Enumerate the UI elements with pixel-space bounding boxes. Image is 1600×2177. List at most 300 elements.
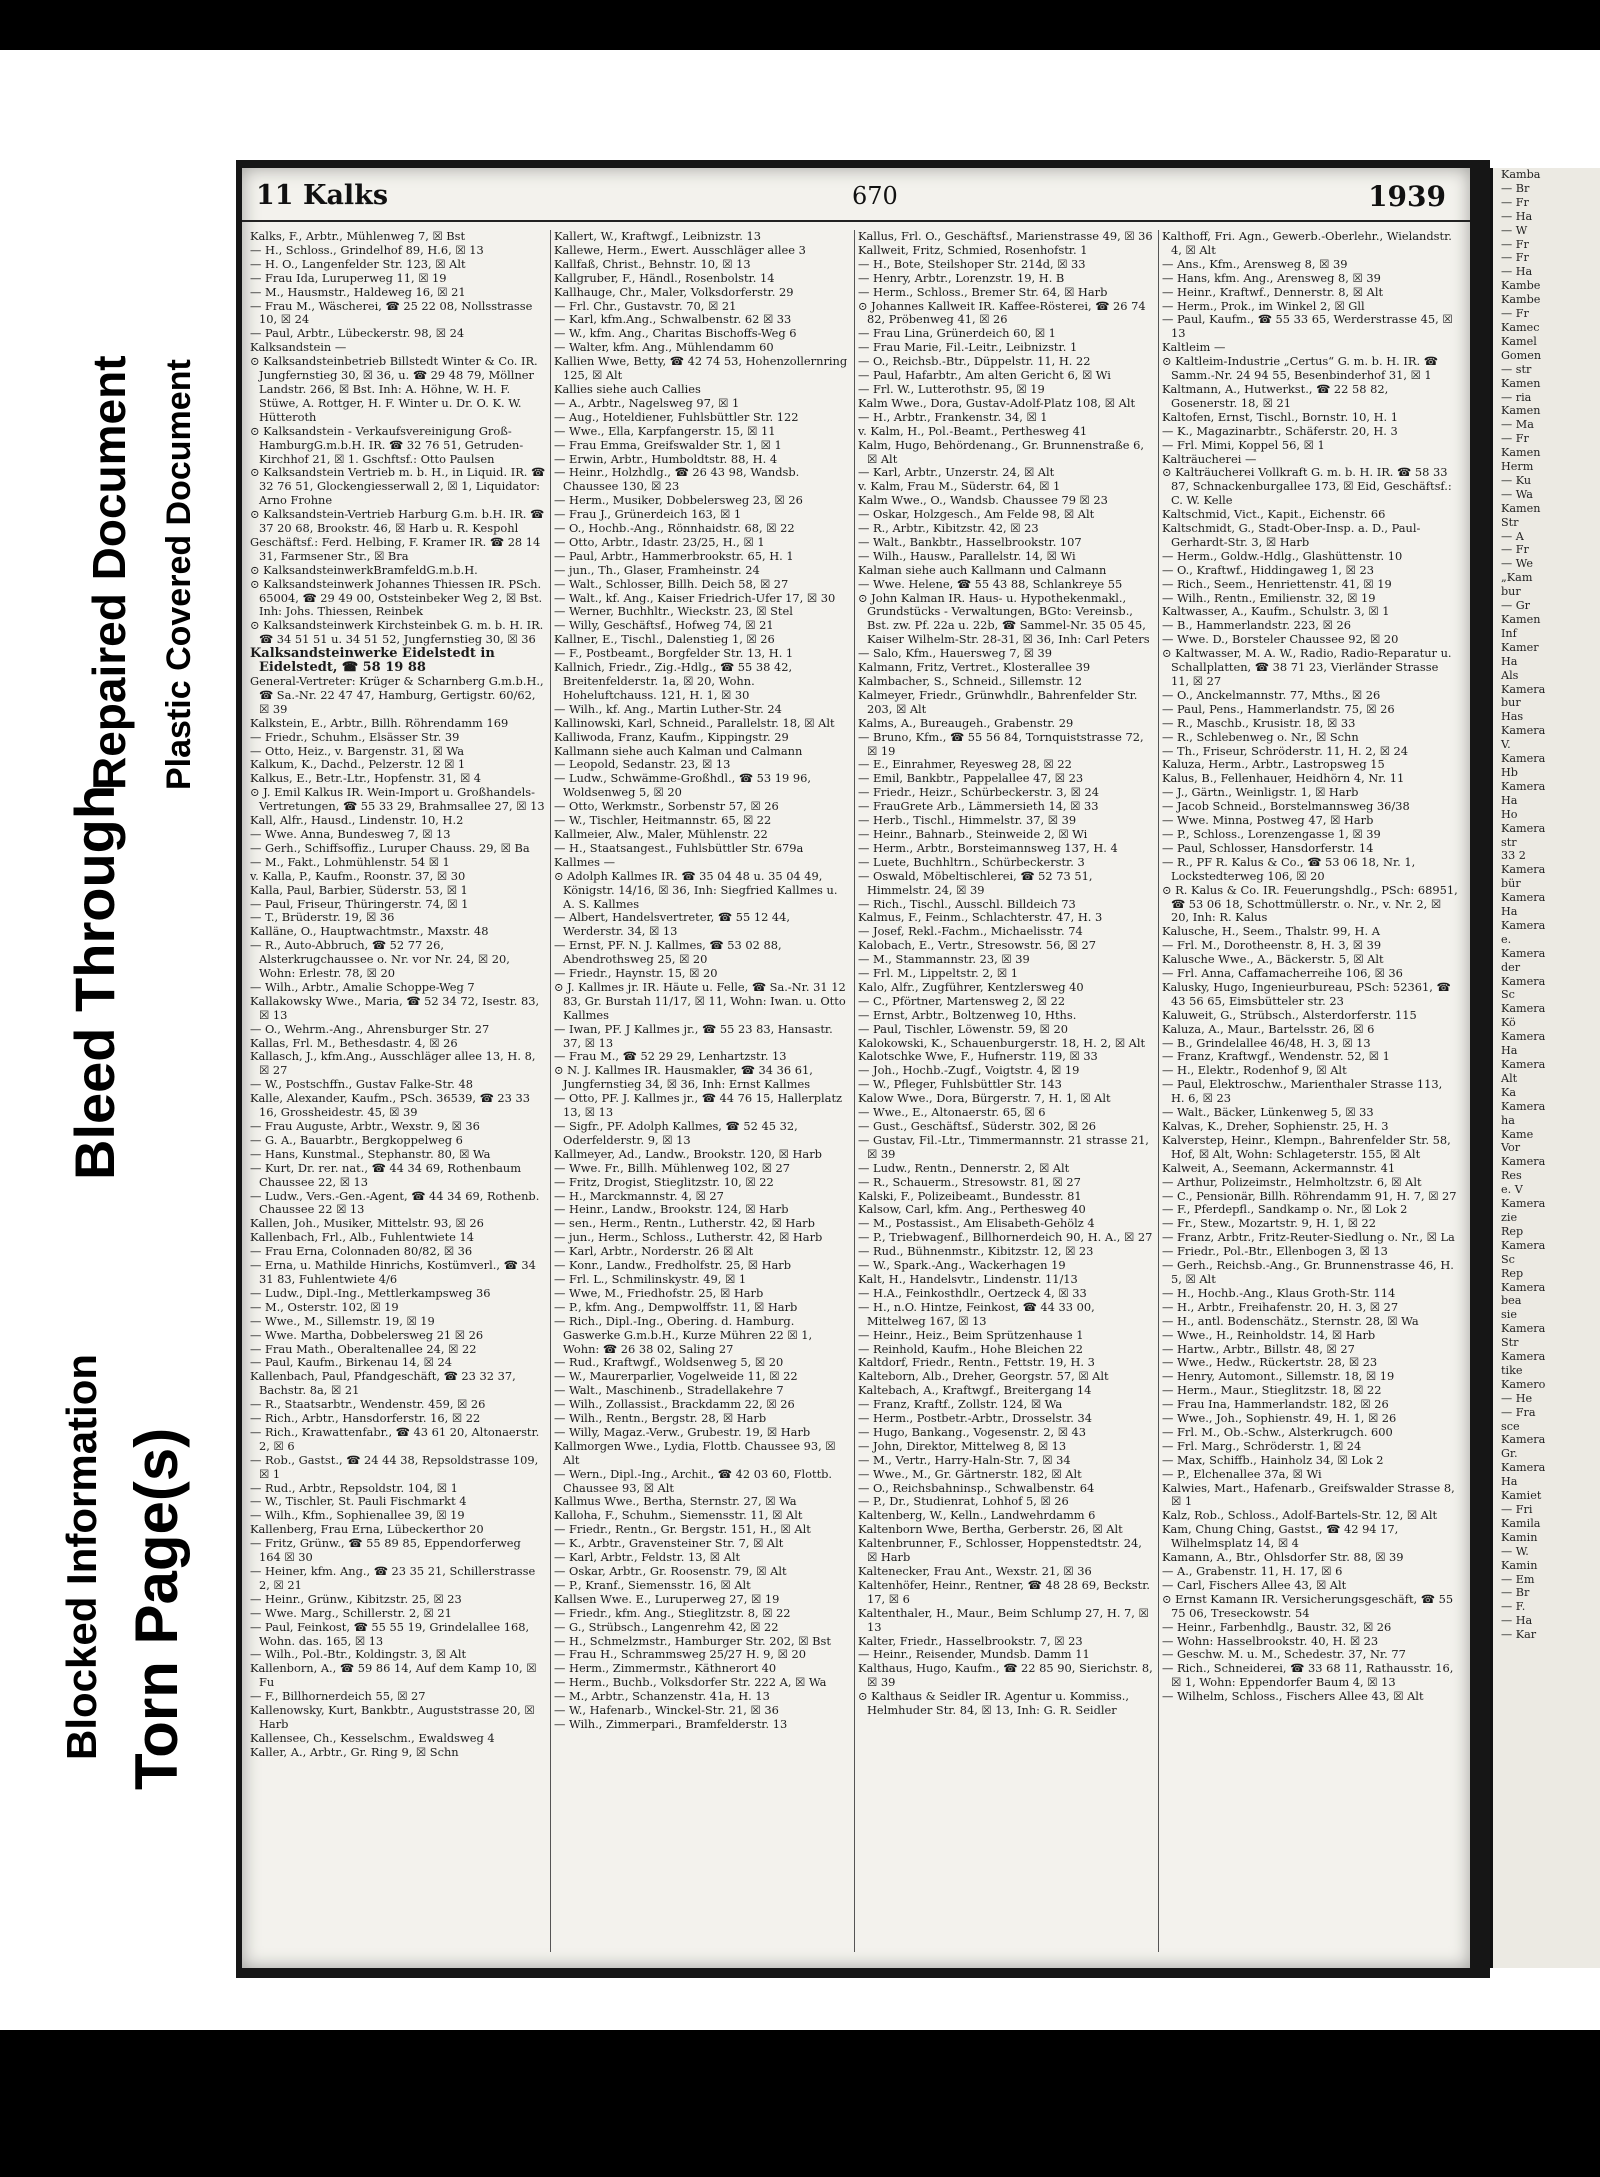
adjacent-page-line: Kamen xyxy=(1501,501,1541,515)
column-4 xyxy=(1162,230,1458,1952)
directory-entry: — Karl, Arbtr., Feldstr. 13, ☒ Alt xyxy=(554,1550,741,1565)
directory-entry: — Wwe., Ella, Karpfangerstr. 15, ☒ 11 xyxy=(554,423,776,438)
adjacent-page-line: Kamera xyxy=(1501,1030,1546,1044)
adjacent-page-line: Kamera xyxy=(1501,891,1546,905)
directory-entry: — Otto, Werkmstr., Sorbenstr 57, ☒ 26 xyxy=(554,799,779,814)
directory-entry: Kallas, Frl. M., Bethesdastr. 4, ☒ 26 xyxy=(250,1035,458,1050)
directory-entry: — Reinhold, Kaufm., Hohe Bleichen 22 xyxy=(858,1341,1083,1356)
directory-entry: — Frau Marie, Fil.-Leitr., Leibnizstr. 1 xyxy=(858,340,1078,355)
adjacent-page-line: — Em xyxy=(1501,1572,1535,1586)
directory-entry: Kallhauge, Chr., Maler, Volksdorferstr. 29 xyxy=(554,284,794,299)
directory-entry: Kallnich, Friedr., Zig.-Hdlg., ☎ 55 38 42, Breitenfelderstr. 1a, ☒ 20, Wohn. Hoheluftchauss. 121, H. 1, ☒ 30 xyxy=(554,660,793,702)
adjacent-page-line: Kamera xyxy=(1501,918,1546,932)
page-number: 670 xyxy=(852,182,898,210)
directory-entry: — R., Auto-Abbruch, ☎ 52 77 26, Alsterkrugchaussee o. Nr. vor Nr. 24, ☒ 20, Wohn: Erlestr. 78, ☒ 20 xyxy=(250,938,510,981)
adjacent-page-line: Ha xyxy=(1501,1475,1518,1489)
directory-entry: — Kurt, Dr. rer. nat., ☎ 44 34 69, Rothenbaum Chaussee 22, ☒ 13 xyxy=(250,1160,522,1189)
directory-entry: Kaluweit, G., Strübsch., Alsterdorferstr. 115 xyxy=(1162,1007,1417,1022)
scan-border-bottom xyxy=(0,2030,1600,2177)
directory-entry: — Paul, Tischler, Löwenstr. 59, ☒ 20 xyxy=(858,1021,1068,1036)
directory-entry: — K., Arbtr., Gravensteiner Str. 7, ☒ Alt xyxy=(554,1536,784,1551)
directory-entry: — W., Tischler, Heitmannstr. 65, ☒ 22 xyxy=(554,813,772,828)
directory-entry: — Heinr., Farbenhdlg., Baustr. 32, ☒ 26 xyxy=(1162,1619,1392,1634)
directory-entry: — Wwe. Helene, ☎ 55 43 88, Schlankreye 55 xyxy=(858,576,1123,591)
directory-entry: — M., Fakt., Lohmühlenstr. 54 ☒ 1 xyxy=(250,854,450,869)
adjacent-page-line: sce xyxy=(1501,1419,1520,1433)
label-repaired-document: Repaired Document xyxy=(83,355,135,790)
adjacent-page-line: Kamera xyxy=(1501,1197,1546,1211)
directory-entry: — C., Pensionär, Billh. Röhrendamm 91, H. 7, ☒ 27 xyxy=(1162,1188,1457,1203)
adjacent-page-line: bur xyxy=(1501,696,1521,710)
adjacent-page-line: — Fr xyxy=(1501,237,1529,251)
directory-entry: ⊙ Kalthaus & Seidler IR. Agentur u. Kommiss., Helmhuder Str. 84, ☒ 13, Inh: G. R. Seidler xyxy=(858,1689,1130,1718)
directory-entry: — Frau Erna, Colonnaden 80/82, ☒ 36 xyxy=(250,1244,473,1259)
directory-entry: — sen., Herm., Rentn., Lutherstr. 42, ☒ Harb xyxy=(554,1216,815,1231)
directory-entry: Kalski, F., Polizeibeamt., Bundesstr. 81 xyxy=(858,1188,1082,1203)
directory-entry: Kaltschmid, Vict., Kapit., Eichenstr. 66 xyxy=(1162,507,1386,522)
adjacent-page-line: Kamera xyxy=(1501,974,1546,988)
directory-entry: — Wwe., M., Gr. Gärtnerstr. 182, ☒ Alt xyxy=(858,1466,1082,1481)
running-head: 11 Kalks xyxy=(256,180,389,211)
directory-entry: — P., Elchenallee 37a, ☒ Wi xyxy=(1162,1466,1322,1481)
directory-entry: Kalks, F., Arbtr., Mühlenweg 7, ☒ Bst xyxy=(250,230,466,243)
directory-entry: — C., Pförtner, Martensweg 2, ☒ 22 xyxy=(858,993,1066,1008)
directory-entry: — O., Kraftwf., Hiddingaweg 1, ☒ 23 xyxy=(1162,562,1374,577)
directory-entry: — Th., Friseur, Schröderstr. 11, H. 2, ☒ 24 xyxy=(1162,743,1409,758)
directory-entry: — P., Triebwagenf., Billhornerdeich 90, H. A., ☒ 27 xyxy=(858,1230,1153,1245)
directory-entry: Kallenberg, Frau Erna, Lübeckerthor 20 xyxy=(250,1522,484,1537)
directory-entry: — H. O., Langenfelder Str. 123, ☒ Alt xyxy=(250,256,466,271)
directory-entry: — W., Pfleger, Fuhlsbüttler Str. 143 xyxy=(858,1077,1062,1092)
directory-entry: Kallner, E., Tischl., Dalenstieg 1, ☒ 26 xyxy=(554,632,775,647)
directory-entry: — Ernst, Arbtr., Boltzenweg 10, Hths. xyxy=(858,1007,1077,1022)
directory-entry: — Rich., Tischl., Ausschl. Billdeich 73 xyxy=(858,896,1076,911)
directory-entry: — Paul, Schlosser, Hansdorferstr. 14 xyxy=(1162,840,1374,855)
directory-entry: Kalmann, Fritz, Vertret., Klosterallee 39 xyxy=(858,660,1091,675)
adjacent-page-line: Kamera xyxy=(1501,1155,1546,1169)
directory-entry: Kallien Wwe, Betty, ☎ 42 74 53, Hohenzollernring 125, ☒ Alt xyxy=(554,354,848,383)
directory-entry: — Otto, PF. J. Kallmes jr., ☎ 44 76 15, Hallerplatz 13, ☒ 13 xyxy=(554,1091,843,1120)
adjacent-page-line: der xyxy=(1501,960,1521,974)
directory-entry: — Wwe. Anna, Bundesweg 7, ☒ 13 xyxy=(250,826,451,841)
directory-entry: — Frau Lina, Grünerdeich 60, ☒ 1 xyxy=(858,326,1056,341)
directory-entry: — M., Hausmstr., Haldeweg 16, ☒ 21 xyxy=(250,284,466,299)
directory-entry: — Wwe., H., Reinholdstr. 14, ☒ Harb xyxy=(1162,1327,1376,1342)
directory-entry: Kalsow, Carl, kfm. Ang., Perthesweg 40 xyxy=(858,1202,1086,1217)
directory-entry: — Frau Ina, Hammerlandstr. 182, ☒ 26 xyxy=(1162,1397,1389,1412)
directory-entry: — Heinr., Bahnarb., Steinweide 2, ☒ Wi xyxy=(858,826,1088,841)
adjacent-page-line: Kamera xyxy=(1501,779,1546,793)
directory-entry: Kalloha, F., Schuhm., Siemensstr. 11, ☒ Alt xyxy=(554,1508,803,1523)
adjacent-page-line: Kö xyxy=(1501,1016,1516,1030)
directory-entry: — Karl, kfm.Ang., Schwalbenstr. 62 ☒ 33 xyxy=(554,312,792,327)
directory-entry: Kallmeier, Alw., Maler, Mühlenstr. 22 xyxy=(554,826,768,841)
directory-entry: — M., Vertr., Harry-Haln-Str. 7, ☒ 34 xyxy=(858,1452,1071,1467)
directory-entry: — O., Wehrm.-Ang., Ahrensburger Str. 27 xyxy=(250,1021,490,1036)
directory-entry: — Rich., Krawattenfabr., ☎ 43 61 20, Altonaerstr. 2, ☒ 6 xyxy=(250,1424,540,1453)
adjacent-page-line: Sc xyxy=(1501,1252,1515,1266)
directory-entry: — Rob., Gastst., ☎ 24 44 38, Repsoldstrasse 109, ☒ 1 xyxy=(250,1452,539,1481)
directory-entry: ⊙ Kalksandstein-Vertrieb Harburg G.m. b.H. IR. ☎ 37 20 68, Brookstr. 46, ☒ Harb u. R. Kespohl xyxy=(250,507,545,536)
directory-entry: — Friedr., Pol.-Btr., Ellenbogen 3, ☒ 13 xyxy=(1162,1244,1388,1259)
directory-entry: — A., Arbtr., Nagelsweg 97, ☒ 1 xyxy=(554,395,740,410)
directory-entry: — Heiner, kfm. Ang., ☎ 23 35 21, Schillerstrasse 2, ☒ 21 xyxy=(250,1564,536,1592)
directory-entry: — Gustav, Fil.-Ltr., Timmermannstr. 21 strasse 21, ☒ 39 xyxy=(858,1132,1149,1161)
directory-entry: — J., Gärtn., Weinligstr. 1, ☒ Harb xyxy=(1162,785,1359,800)
directory-entry: ⊙ R. Kalus & Co. IR. Feuerungshdlg., PSch: 68951, ☎ 53 06 18, Schottmüllerstr. o. Nr., v. Nr. 2, ☒ 20, Inh: R. Kalus xyxy=(1162,882,1458,925)
adjacent-page-line: ha xyxy=(1501,1113,1515,1127)
directory-entry: — Oskar, Arbtr., Gr. Roosenstr. 79, ☒ Alt xyxy=(554,1564,787,1578)
adjacent-page-line: Kamera xyxy=(1501,1002,1546,1016)
directory-entry: — P., kfm. Ang., Dempwolffstr. 11, ☒ Harb xyxy=(554,1299,798,1314)
adjacent-page-line: Kamera xyxy=(1501,1238,1546,1252)
directory-entry: Kallus, Frl. O., Geschäftsf., Marienstrasse 49, ☒ 36 xyxy=(858,230,1153,243)
directory-entry: ⊙ J. Emil Kalkus IR. Wein-Import u. Großhandels-Vertretungen, ☎ 55 33 29, Brahmsallee 27, ☒ 13 xyxy=(250,785,545,814)
directory-entry: — Luete, Buchhltrn., Schürbeckerstr. 3 xyxy=(858,854,1085,869)
directory-entry: ⊙ Ernst Kamann IR. Versicherungsgeschäft, ☎ 55 75 06, Treseckowstr. 54 xyxy=(1162,1591,1454,1620)
directory-entry: — H., Schloss., Grindelhof 89, H.6, ☒ 13 xyxy=(250,242,484,257)
directory-entry: Kallewe, Herm., Ewert. Ausschläger allee 3 xyxy=(554,242,806,257)
directory-entry: — H.A., Feinkosthdlr., Oertzeck 4, ☒ 33 xyxy=(858,1285,1087,1300)
adjacent-page-line: Kamera xyxy=(1501,724,1546,738)
adjacent-page-line: Kamera xyxy=(1501,863,1546,877)
directory-entry: — Werner, Buchhltr., Wieckstr. 23, ☒ Stel xyxy=(554,604,793,619)
directory-entry: ⊙ J. Kallmes jr. IR. Häute u. Felle, ☎ Sa.-Nr. 31 12 83, Gr. Burstah 11/17, ☒ 11, Wohn: Iwan. u. Otto Kallmes xyxy=(554,979,846,1022)
directory-entry: — K., Magazinarbtr., Schäferstr. 20, H. 3 xyxy=(1162,423,1398,438)
directory-entry: Kaltenberg, W., Kelln., Landwehrdamm 6 xyxy=(858,1508,1096,1523)
directory-entry: — Salo, Kfm., Hauersweg 7, ☒ 39 xyxy=(858,646,1053,661)
directory-entry: — Heinr., Kraftwf., Dennerstr. 8, ☒ Alt xyxy=(1162,284,1384,299)
directory-entry: — Rich., Dipl.-Ing., Obering. d. Hamburg. Gaswerke G.m.b.H., Kurze Mühren 22 ☒ 1, Wohn: ☎ 26 38 02, Saling 27 xyxy=(554,1313,813,1356)
adjacent-page-line: — We xyxy=(1501,557,1533,571)
directory-entry: — Leopold, Sedanstr. 23, ☒ 13 xyxy=(554,757,731,772)
directory-entry: — Fritz, Drogist, Stieglitzstr. 10, ☒ 22 xyxy=(554,1174,774,1189)
directory-entry: — Albert, Handelsvertreter, ☎ 55 12 44, Werderstr. 34, ☒ 13 xyxy=(554,910,791,939)
directory-entry: — Wilh., Zimmerpari., Bramfelderstr. 13 xyxy=(554,1716,788,1731)
directory-entry: — Paul, Friseur, Thüringerstr. 74, ☒ 1 xyxy=(250,896,469,911)
directory-entry: — Walt., Schlosser, Billh. Deich 58, ☒ 27 xyxy=(554,576,789,591)
directory-entry: Kallenbach, Frl., Alb., Fuhlentwiete 14 xyxy=(250,1230,475,1245)
adjacent-page-line: Ka xyxy=(1501,1085,1517,1099)
directory-entry: Kallenborn, A., ☎ 59 86 14, Auf dem Kamp 10, ☒ Fu xyxy=(250,1661,537,1690)
directory-entry: — M., Stammannstr. 23, ☒ 39 xyxy=(858,952,1030,967)
adjacent-page-line: Kambe xyxy=(1501,279,1541,293)
directory-entry: Kalotschke Wwe, F., Hufnerstr. 119, ☒ 33 xyxy=(858,1049,1098,1064)
directory-entry: Kallen, Joh., Musiker, Mittelstr. 93, ☒ 26 xyxy=(250,1216,484,1231)
directory-entry: — Paul, Arbtr., Lübeckerstr. 98, ☒ 24 xyxy=(250,326,465,341)
directory-entry: — Frau Auguste, Arbtr., Wexstr. 9, ☒ 36 xyxy=(250,1119,480,1133)
directory-entry: — Herm., Musiker, Dobbelersweg 23, ☒ 26 xyxy=(554,493,803,508)
directory-entry: — Rich., Seem., Henriettenstr. 41, ☒ 19 xyxy=(1162,576,1392,591)
directory-entry: — Heinr., Grünw., Kibitzstr. 25, ☒ 23 xyxy=(250,1591,462,1606)
directory-entry: — O., Reichsb.-Btr., Düppelstr. 11, H. 22 xyxy=(858,354,1091,369)
directory-entry: Kaluza, A., Maur., Bartelsstr. 26, ☒ 6 xyxy=(1162,1021,1375,1036)
directory-entry: Kallasch, J., kfm.Ang., Ausschläger allee 13, H. 8, ☒ 27 xyxy=(250,1049,536,1078)
directory-entry: — Friedr., Schuhm., Elsässer Str. 39 xyxy=(250,729,460,744)
directory-entry: Kallenbach, Paul, Pfandgeschäft, ☎ 23 32 37, Bachstr. 8a, ☒ 21 xyxy=(250,1369,516,1398)
adjacent-page-line: Kamera xyxy=(1501,752,1546,766)
directory-entry: — Walter, kfm. Ang., Mühlendamm 60 xyxy=(554,340,774,355)
adjacent-page-line: — Fr xyxy=(1501,251,1529,265)
adjacent-page-line: Kamen xyxy=(1501,404,1541,418)
directory-entry: — Henry, Automont., Sillemstr. 18, ☒ 19 xyxy=(1162,1369,1395,1384)
scan-border-top xyxy=(0,0,1600,50)
directory-entry: — Konr., Landw., Fredholfstr. 25, ☒ Harb xyxy=(554,1258,792,1273)
directory-entry: Kalobach, E., Vertr., Stresowstr. 56, ☒ 27 xyxy=(858,938,1096,953)
directory-entry: Kall, Alfr., Hausd., Lindenstr. 10, H.2 xyxy=(250,813,464,828)
adjacent-page-line: Str xyxy=(1501,1336,1519,1350)
directory-entry: Kalo, Alfr., Zugführer, Kentzlersweg 40 xyxy=(858,979,1084,994)
adjacent-page-line: Sc xyxy=(1501,988,1515,1002)
directory-entry: — Hartw., Arbtr., Billstr. 48, ☒ 27 xyxy=(1162,1341,1355,1356)
directory-entry: — A., Grabenstr. 11, H. 17, ☒ 6 xyxy=(1162,1564,1343,1578)
directory-entry: Kalle, Alexander, Kaufm., PSch. 36539, ☎ 23 33 16, Grossheidestr. 45, ☒ 39 xyxy=(250,1091,531,1120)
adjacent-page-line: Has xyxy=(1501,710,1524,724)
adjacent-page-line: — Ku xyxy=(1501,473,1532,487)
directory-entry: Kalmeyer, Friedr., Grünwhdlr., Bahrenfelder Str. 203, ☒ Alt xyxy=(858,687,1138,716)
adjacent-page-line: — Wa xyxy=(1501,487,1533,501)
directory-entry: Kaltenhöfer, Heinr., Rentner, ☎ 48 28 69, Beckstr. 17, ☒ 6 xyxy=(858,1577,1151,1606)
directory-entry: — FrauGrete Arb., Lämmersieth 14, ☒ 33 xyxy=(858,799,1099,814)
directory-entry: — W., Hafenarb., Winckel-Str. 21, ☒ 36 xyxy=(554,1703,779,1718)
directory-entry: — Otto, Arbtr., Idastr. 23/25, H., ☒ 1 xyxy=(554,534,765,549)
directory-entry: — Sigfr., PF. Adolph Kallmes, ☎ 52 45 32, Oderfelderstr. 9, ☒ 13 xyxy=(554,1119,798,1147)
directory-entry: Kaltschmidt, G., Stadt-Ober-Insp. a. D., Paul-Gerhardt-Str. 3, ☒ Harb xyxy=(1162,521,1421,549)
adjacent-page-line: Kamec xyxy=(1501,320,1540,334)
directory-entry: ⊙ Kalksandsteinbetrieb Billstedt Winter & Co. IR. Jungfernstieg 30, ☒ 36, u. ☎ 29 48 79, Möllner Landstr. 266, ☒ Bst. Inh: A. Höhne, W. H. F. Stüwe, A. Rottger, H. F. Winter u. Dr. O. K. W. Hütteroth xyxy=(250,354,538,424)
adjacent-page-line: Ho xyxy=(1501,807,1518,821)
directory-entry: Kalm, Hugo, Behördenang., Gr. Brunnenstraße 6, ☒ Alt xyxy=(858,437,1144,466)
directory-entry: — P., Dr., Studienrat, Lohhof 5, ☒ 26 xyxy=(858,1494,1069,1509)
adjacent-page-line: — F. xyxy=(1501,1600,1526,1614)
adjacent-page-line: — Kar xyxy=(1501,1628,1537,1642)
adjacent-page-line: Kamera xyxy=(1501,1280,1546,1294)
directory-entry: — F., Pferdepfl., Sandkamp o. Nr., ☒ Lok 2 xyxy=(1162,1202,1408,1217)
label-blocked-information: Blocked Information xyxy=(58,1353,105,1760)
directory-entry: — Frl. M., Ob.-Schw., Alsterkrugch. 600 xyxy=(1162,1424,1393,1439)
directory-entry: — P., Kranf., Siemensstr. 16, ☒ Alt xyxy=(554,1577,751,1592)
directory-entry: Kalokowski, K., Schauenburgerstr. 18, H. 2, ☒ Alt xyxy=(858,1035,1146,1050)
directory-entry: Kalverstep, Heinr., Klempn., Bahrenfelder Str. 58, Hof, ☒ Alt, Wohn: Schlageterstr. 155, ☒ Alt xyxy=(1162,1132,1451,1161)
directory-entry: — Wilh., Hausw., Parallelstr. 14, ☒ Wi xyxy=(858,548,1076,563)
directory-entry: Kalms, A., Bureaugeh., Grabenstr. 29 xyxy=(858,715,1074,730)
directory-entry: — Wwe, M., Friedhofstr. 25, ☒ Harb xyxy=(554,1285,764,1300)
directory-entry: — Herm., Arbtr., Borsteimannsweg 137, H. 4 xyxy=(858,840,1118,855)
directory-entry: ⊙ Kalksandstein Vertrieb m. b. H., in Liquid. IR. ☎ 32 76 51, Glockengiesserwall 2, ☒ 1, Liquidator: Arno Frohne xyxy=(250,465,546,508)
adjacent-page-line: Kamero xyxy=(1501,1377,1546,1391)
directory-entry: — R., PF R. Kalus & Co., ☎ 53 06 18, Nr. 1, Lockstedterweg 106, ☒ 20 xyxy=(1162,854,1416,883)
adjacent-page-line: Kamen xyxy=(1501,376,1541,390)
adjacent-page-line: Hb xyxy=(1501,765,1518,779)
adjacent-page-line: Herm xyxy=(1501,460,1534,474)
adjacent-page-line: — He xyxy=(1501,1391,1533,1405)
directory-entry: — Wwe., Joh., Sophienstr. 49, H. 1, ☒ 26 xyxy=(1162,1411,1397,1426)
directory-entry: — Rich., Schneiderei, ☎ 33 68 11, Rathausstr. 16, ☒ 1, Wohn: Eppendorfer Baum 4, ☒ 13 xyxy=(1162,1661,1454,1690)
directory-entry: — Hans, Kunstmal., Stephanstr. 80, ☒ Wa xyxy=(250,1146,491,1161)
directory-entry: — Wohn: Hasselbrookstr. 40, H. ☒ 23 xyxy=(1162,1633,1379,1648)
directory-entry: Geschäftsf.: Ferd. Helbing, F. Kramer IR. ☎ 28 14 31, Farmsener Str., ☒ Bra xyxy=(250,534,541,563)
directory-entry: — Ludw., Rentn., Dennerstr. 2, ☒ Alt xyxy=(858,1160,1070,1175)
adjacent-page-line: Vor xyxy=(1501,1141,1521,1155)
directory-entry: — Wwe. D., Borsteler Chaussee 92, ☒ 20 xyxy=(1162,632,1399,647)
directory-entry: — Franz, Kraftwgf., Wendenstr. 52, ☒ 1 xyxy=(1162,1049,1390,1064)
directory-entry: — P., Schloss., Lorenzengasse 1, ☒ 39 xyxy=(1162,826,1381,841)
directory-entry: Kaltofen, Ernst, Tischl., Bornstr. 10, H. 1 xyxy=(1162,409,1399,424)
label-bleed-through: Bleed Through xyxy=(63,784,126,1180)
adjacent-page-line: Kamera xyxy=(1501,1461,1546,1475)
directory-entry: Kalusky, Hugo, Ingenieurbureau, PSch: 52361, ☎ 43 56 65, Eimsbütteler str. 23 xyxy=(1162,979,1451,1008)
directory-entry: — Rich., Arbtr., Hansdorferstr. 16, ☒ 22 xyxy=(250,1411,481,1426)
adjacent-page-line: — Fr xyxy=(1501,307,1529,321)
directory-entry: Kalusche Wwe., A., Bäckerstr. 5, ☒ Alt xyxy=(1162,952,1384,967)
column-2 xyxy=(554,230,850,1952)
directory-entry: — G., Strübsch., Langenrehm 42, ☒ 22 xyxy=(554,1619,779,1634)
directory-entry: — Herm., Buchb., Volksdorfer Str. 222 A, ☒ Wa xyxy=(554,1675,827,1690)
directory-entry: — Paul, Feinkost, ☎ 55 55 19, Grindelallee 168, Wohn. das. 165, ☒ 13 xyxy=(250,1619,530,1648)
directory-entry: Kaltenthaler, H., Maur., Beim Schlump 27, H. 7, ☒ 13 xyxy=(858,1605,1149,1634)
directory-entry: — Herm., Schloss., Bremer Str. 64, ☒ Harb xyxy=(858,284,1108,299)
directory-entry: — H., Arbtr., Frankenstr. 34, ☒ 1 xyxy=(858,409,1048,424)
directory-entry: — Wwe. Minna, Postweg 47, ☒ Harb xyxy=(1162,813,1374,828)
directory-entry: Kallmus Wwe., Bertha, Sternstr. 27, ☒ Wa xyxy=(554,1494,797,1509)
directory-entry: Kaltwasser, A., Kaufm., Schulstr. 3, ☒ 1 xyxy=(1162,604,1390,619)
directory-entry: — Wilh., Arbtr., Amalie Schoppe-Weg 7 xyxy=(250,979,475,994)
directory-entry: — Wwe. Marg., Schillerstr. 2, ☒ 21 xyxy=(250,1605,452,1620)
directory-entry: — Josef, Rekl.-Fachm., Michaelisstr. 74 xyxy=(858,924,1083,939)
directory-entry: Kalow Wwe., Dora, Bürgerstr. 7, H. 1, ☒ Alt xyxy=(858,1091,1111,1106)
directory-entry: Kalträucherei — xyxy=(1162,451,1257,466)
directory-entry: — jun., Herm., Schloss., Lutherstr. 42, ☒ Harb xyxy=(554,1230,823,1245)
directory-entry: — W., kfm. Ang., Charitas Bischoffs-Weg 6 xyxy=(554,326,797,341)
directory-entry: Kalksandsteinwerke Eidelstedt in Eidelstedt, ☎ 58 19 88 xyxy=(250,646,495,676)
adjacent-page-line: Ha xyxy=(1501,1044,1518,1058)
directory-entry: — Wilhelm, Schloss., Fischers Allee 43, ☒ Alt xyxy=(1162,1689,1424,1704)
directory-entry: Kallert, W., Kraftwgf., Leibnizstr. 13 xyxy=(554,230,761,243)
directory-entry: — Oswald, Möbeltischlerei, ☎ 52 73 51, Himmelstr. 24, ☒ 39 xyxy=(858,868,1093,897)
directory-entry: — Paul, Hafarbtr., Am alten Gericht 6, ☒ Wi xyxy=(858,368,1111,383)
adjacent-page-line: tike xyxy=(1501,1363,1523,1377)
directory-entry: Kalla, Paul, Barbier, Süderstr. 53, ☒ 1 xyxy=(250,882,468,897)
adjacent-page-line: Ha xyxy=(1501,793,1518,807)
directory-entry: — W., Tischler, St. Pauli Fischmarkt 4 xyxy=(250,1494,467,1509)
label-plastic-covered-document: Plastic Covered Document xyxy=(160,359,198,790)
directory-entry: — M., Arbtr., Schanzenstr. 41a, H. 13 xyxy=(554,1689,770,1704)
directory-entry: — E., Einrahmer, Reyesweg 28, ☒ 22 xyxy=(858,757,1072,772)
directory-entry: — Walt., Maschinenb., Stradellakehre 7 xyxy=(554,1383,784,1398)
directory-entry: Kalmus, F., Feinm., Schlachterstr. 47, H. 3 xyxy=(858,910,1103,925)
directory-entry: Kaltdorf, Friedr., Rentn., Fettstr. 19, H. 3 xyxy=(858,1355,1095,1370)
directory-entry: — Frl. Marg., Schröderstr. 1, ☒ 24 xyxy=(1162,1438,1362,1453)
directory-entry: — Frau Emma, Greifswalder Str. 1, ☒ 1 xyxy=(554,437,782,452)
adjacent-page-line: — Br xyxy=(1501,181,1530,195)
directory-entry: ⊙ KalksandsteinwerkBramfeldG.m.b.H. xyxy=(250,562,478,577)
directory-entry: Kalz, Rob., Schloss., Adolf-Bartels-Str. 12, ☒ Alt xyxy=(1162,1508,1438,1523)
adjacent-page-line: Kame xyxy=(1501,1127,1534,1141)
directory-entry: — Frl. L., Schmilinskystr. 49, ☒ 1 xyxy=(554,1271,747,1286)
directory-entry: — Wwe. Fr., Billh. Mühlenweg 102, ☒ 27 xyxy=(554,1160,791,1175)
directory-entry: — Wilh., kf. Ang., Martin Luther-Str. 24 xyxy=(554,701,782,716)
directory-entry: ⊙ Kaltwasser, M. A. W., Radio, Radio-Reparatur u. Schallplatten, ☎ 38 71 23, Vierländer Strasse 11, ☒ 27 xyxy=(1162,646,1452,688)
directory-entry: — R., Staatsarbtr., Wendenstr. 459, ☒ 26 xyxy=(250,1397,486,1412)
adjacent-page-line: — Ha xyxy=(1501,1614,1533,1628)
adjacent-page-line: Alt xyxy=(1501,1071,1518,1085)
directory-entry: — W., Maurerparlier, Vogelweide 11, ☒ 22 xyxy=(554,1369,798,1384)
directory-entry: v. Kalm, Frau M., Süderstr. 64, ☒ 1 xyxy=(858,479,1061,494)
directory-entry: — H., antl. Bodenschätz., Sternstr. 28, ☒ Wa xyxy=(1162,1313,1419,1328)
directory-entry: — Heinr., Landw., Brookstr. 124, ☒ Harb xyxy=(554,1202,789,1217)
adjacent-page-line: Ha xyxy=(1501,905,1518,919)
directory-entry: — Paul, Arbtr., Hammerbrookstr. 65, H. 1 xyxy=(554,548,794,563)
adjacent-page-line: — Fr xyxy=(1501,195,1529,209)
directory-entry: Kaller, A., Arbtr., Gr. Ring 9, ☒ Schn xyxy=(250,1744,459,1759)
directory-entry: — Otto, Heiz., v. Bargenstr. 31, ☒ Wa xyxy=(250,743,465,758)
adjacent-page-line: V. xyxy=(1501,738,1511,752)
directory-entry: — O., Anckelmannstr. 77, Mths., ☒ 26 xyxy=(1162,687,1381,702)
directory-entry: — Oskar, Holzgesch., Am Felde 98, ☒ Alt xyxy=(858,507,1095,522)
directory-entry: Kalmbacher, S., Schneid., Sillemstr. 12 xyxy=(858,674,1082,688)
directory-entry: — Karl, Arbtr., Unzerstr. 24, ☒ Alt xyxy=(858,465,1055,480)
directory-entry: — Friedr., Haynstr. 15, ☒ 20 xyxy=(554,966,718,981)
directory-entry: — Paul, Pens., Hammerlandstr. 75, ☒ 26 xyxy=(1162,701,1395,716)
directory-entry: — Herb., Tischl., Himmelstr. 37, ☒ 39 xyxy=(858,813,1077,828)
directory-entry: — Heinr., Heiz., Beim Sprützenhause 1 xyxy=(858,1327,1084,1342)
directory-entry: Kalthoff, Fri. Agn., Gewerb.-Oberlehr., Wielandstr. 4, ☒ Alt xyxy=(1162,230,1452,257)
adjacent-page-line: Kambe xyxy=(1501,293,1541,307)
adjacent-page-line: str xyxy=(1501,835,1517,849)
adjacent-page-line: — W. xyxy=(1501,1544,1529,1558)
directory-entry: — W., Spark.-Ang., Wackerhagen 19 xyxy=(858,1258,1066,1273)
directory-entry: — Arthur, Polizeimstr., Helmholtzstr. 6, ☒ Alt xyxy=(1162,1174,1422,1189)
directory-entry: — Henry, Arbtr., Lorenzstr. 19, H. B xyxy=(858,270,1065,285)
directory-entry: — Wilh., Pol.-Btr., Koldingstr. 3, ☒ Alt xyxy=(250,1647,467,1662)
directory-entry: Kallmes — xyxy=(554,854,615,869)
directory-entry: — Frau Ida, Luruperweg 11, ☒ 19 xyxy=(250,270,447,285)
directory-entry: — Wwe., E., Altonaerstr. 65, ☒ 6 xyxy=(858,1105,1046,1120)
directory-entry: — Hugo, Bankang., Vogesenstr. 2, ☒ 43 xyxy=(858,1424,1087,1439)
directory-entry: Kallensee, Ch., Kesselschm., Ewaldsweg 4 xyxy=(250,1730,495,1745)
column-1 xyxy=(250,230,546,1952)
directory-entry: ⊙ Kalksandstein - Verkaufsvereinigung Groß-HamburgG.m.b.H. IR. ☎ 32 76 51, Getruden-Kirchhof 21, ☒ 1. Gschftsf.: Otto Paulsen xyxy=(250,423,524,466)
adjacent-page-line: bea xyxy=(1501,1294,1522,1308)
adjacent-page-line: Kamera xyxy=(1501,1058,1546,1071)
adjacent-page-line: Rep xyxy=(1501,1224,1524,1238)
directory-entry: — H., Arbtr., Freihafenstr. 20, H. 3, ☒ 27 xyxy=(1162,1299,1399,1314)
directory-entry: — Frl. M., Dorotheenstr. 8, H. 3, ☒ 39 xyxy=(1162,938,1382,953)
directory-entry: Kallmeyer, Ad., Landw., Brookstr. 120, ☒ Harb xyxy=(554,1146,822,1161)
directory-entry: ⊙ Johannes Kallweit IR. Kaffee-Rösterei, ☎ 26 74 82, Pröbenweg 41, ☒ 26 xyxy=(858,298,1146,327)
directory-entry: — Herm., Maur., Stieglitzstr. 18, ☒ 22 xyxy=(1162,1383,1382,1398)
directory-entry: — Frau M., Wäscherei, ☎ 25 22 08, Nollsstrasse 10, ☒ 24 xyxy=(250,298,533,327)
directory-entry: — Frau J., Grünerdeich 163, ☒ 1 xyxy=(554,507,742,522)
adjacent-page-line: — Ma xyxy=(1501,418,1534,432)
directory-entry: ⊙ Kalksandsteinwerk Kirchsteinbek G. m. b. H. IR. ☎ 34 51 51 u. 34 51 52, Jungfernstieg 30, ☒ 36 xyxy=(250,618,544,647)
adjacent-page-line: — Fr xyxy=(1501,432,1529,446)
adjacent-page-line: sie xyxy=(1501,1308,1517,1322)
adjacent-page-line: e. xyxy=(1501,932,1512,946)
directory-entry: Kalus, B., Fellenhauer, Heidhörn 4, Nr. 11 xyxy=(1162,771,1405,786)
directory-entry: Kalteborn, Alb., Dreher, Georgstr. 57, ☒ Alt xyxy=(858,1369,1109,1384)
directory-entry: Kalusche, H., Seem., Thalstr. 99, H. A xyxy=(1162,924,1380,939)
directory-entry: — Heinr., Holzhdlg., ☎ 26 43 98, Wandsb. Chaussee 130, ☒ 23 xyxy=(554,465,800,494)
directory-entry: — W., Postschffn., Gustav Falke-Str. 48 xyxy=(250,1077,473,1092)
adjacent-page-line: — str xyxy=(1501,362,1532,376)
directory-entry: Kallinowski, Karl, Schneid., Parallelstr. 18, ☒ Alt xyxy=(554,715,835,730)
directory-entry: — Wilh., Zollassist., Brackdamm 22, ☒ 26 xyxy=(554,1397,795,1412)
directory-entry: Kalkum, K., Dachd., Pelzerstr. 12 ☒ 1 xyxy=(250,757,466,772)
directory-entry: — Frl. M., Lippeltstr. 2, ☒ 1 xyxy=(858,966,1018,981)
directory-entry: — Frl. Mimi, Koppel 56, ☒ 1 xyxy=(1162,437,1325,452)
column-divider xyxy=(550,230,551,1952)
